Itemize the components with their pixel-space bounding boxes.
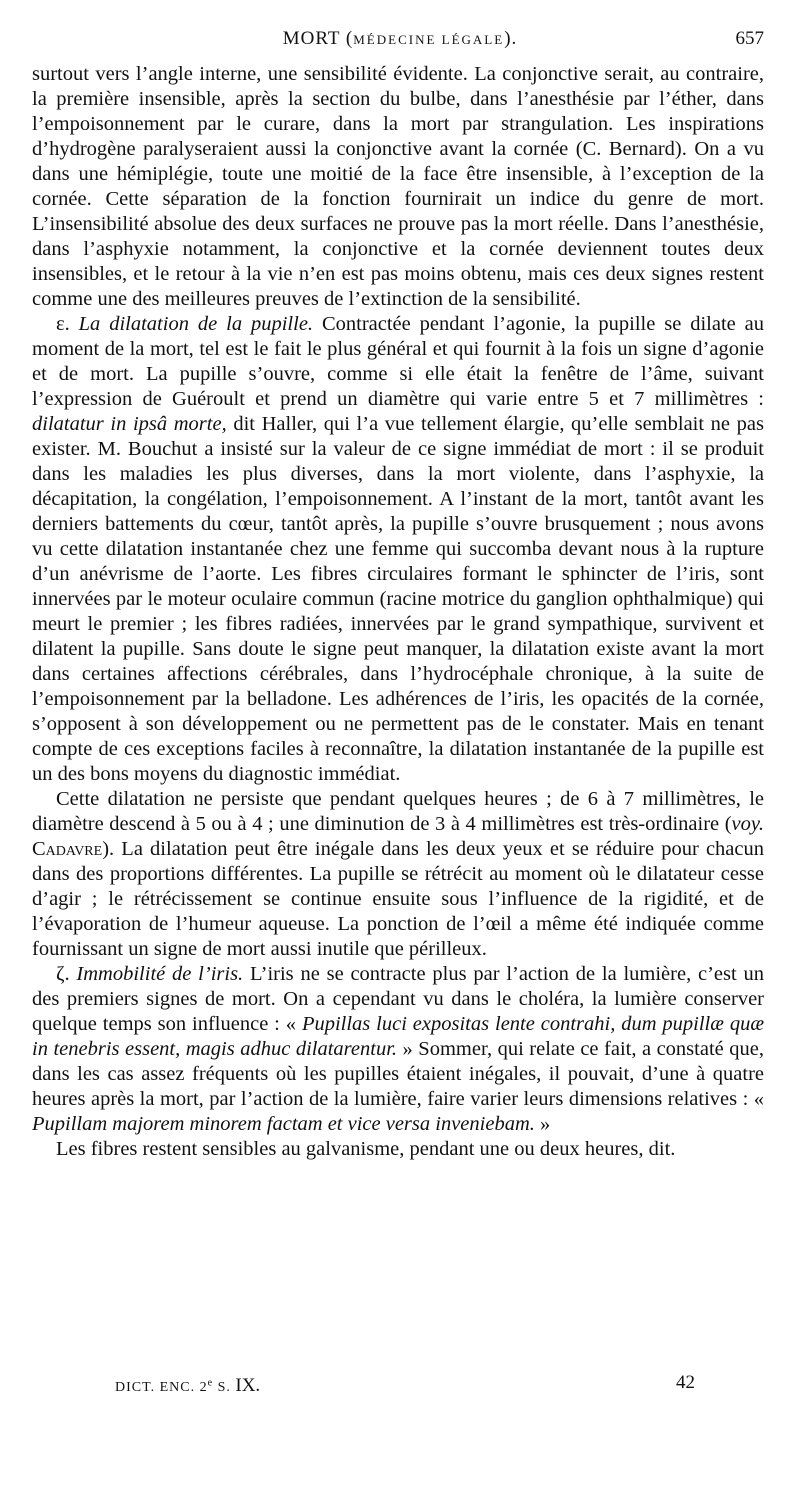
latin-quote: Pupillas luci expositas lente contrahi, dum pupillæ quæ in tenebris essent, magis adhuc dilatarentur.	[32, 1013, 764, 1060]
body-text	[32, 62, 764, 1162]
page-footer	[115, 1372, 695, 1398]
running-title	[30, 28, 770, 50]
running-title-close: ).	[504, 28, 518, 49]
paragraph-text: Contractée pendant l’agonie, la pupille se dilate au moment de la mort, tel est le fait le plus général et qui fournit à la fois un signe d’agonie et de mort. La pupille s’ouvre, comme si elle était la fenêtre de l’âme, suivant l’expression de Guéroult et prend un diamètre qui varie entre 5 et 7 millimètres :	[32, 313, 765, 410]
signature-volume: IX.	[235, 1375, 261, 1396]
signature-text: DICT. ENC. 2	[115, 1380, 208, 1395]
section-title: Immobilité de l’iris.	[76, 963, 244, 985]
cross-reference-voy: voy.	[731, 813, 764, 835]
signature-series: S.	[217, 1380, 231, 1395]
paragraph-text: Cette dilatation ne persiste que pendant quelques heures ; de 6 à 7 millimètres, le diamètre descend à 5 ou à 4 ; une diminution de 3 à 4 millimètres est très-ordinaire (	[32, 788, 764, 835]
paragraph-text: L’iris ne se contracte plus par l’action de la lumière, c’est un des premiers signes de mort. On a cependant vu dans le choléra, la lumière conserver quelque temps son influence : «	[32, 963, 764, 1035]
running-title-main: MORT (	[282, 28, 354, 49]
paragraph-text: » Sommer, qui relate ce fait, a constaté que, dans les cas assez fréquents où les pupilles étaient inégales, il pouvait, d’une à quatre heures après la mort, par l’action de la lumière, faire varier leurs dimensions relatives : «	[32, 1038, 764, 1110]
latin-quote: dilatatur in ipsâ morte,	[32, 413, 227, 435]
signature-superscript: e	[207, 1377, 214, 1389]
paragraph-text: ). La dilatation peut être inégale dans les deux yeux et se réduire pour chacun dans des proportions différentes. La pupille se rétrécit au moment où le dilatateur cesse d’agir ; le rétrécissement se continue ensuite sous l’influence de la rigidité, et de l’évaporation de l’humeur aqueuse. La ponction de l’œil a même été indiquée comme fournissant un signe de mort aussi inutile que périlleux.	[32, 838, 764, 960]
section-title: La dilatation de la pupille.	[78, 313, 314, 335]
sheet-number: 42	[676, 1372, 695, 1393]
running-header	[30, 28, 770, 58]
quote-close: »	[540, 1113, 551, 1135]
cross-reference: Cadavre	[32, 838, 103, 860]
section-marker: ζ.	[56, 963, 70, 985]
signature-mark	[115, 1375, 260, 1397]
paragraph-dilation-duration	[32, 787, 764, 962]
paragraph-iris-immobility	[32, 962, 764, 1137]
page-number: 657	[735, 28, 764, 49]
paragraph-pupil-dilation	[32, 312, 764, 787]
running-title-smallcaps: MÉDECINE LÉGALE	[353, 32, 505, 47]
paragraph-continuation: surtout vers l’angle interne, une sensibilité évidente. La conjonctive serait, au contraire, la première insensible, après la section du bulbe, dans l’anesthésie par l’éther, dans l’empoisonnement par le curare, dans la mort par strangulation. Les inspirations d’hydrogène paralyseraient aussi la conjonctive avant la cornée (C. Bernard). On a vu dans une hémiplégie, toute une moitié de la face être insensible, à l’exception de la cornée. Cette séparation de la fonction fournirait un indice du genre de mort. L’insensibilité absolue des deux surfaces ne prouve pas la mort réelle. Dans l’anesthésie, dans l’asphyxie notamment, la conjonctive et la cornée deviennent toutes deux insensibles, et le retour à la vie n’en est pas moins obtenu, mais ces deux signes restent comme une des meilleures preuves de l’extinction de la sensibilité.	[32, 63, 764, 310]
paragraph-galvanism: Les fibres restent sensibles au galvanisme, pendant une ou deux heures, dit.	[56, 1138, 676, 1160]
latin-quote: Pupillam majorem minorem factam et vice versa inveniebam.	[32, 1113, 535, 1135]
paragraph-text: dit Haller, qui l’a vue tellement élargie, qu’elle semblait ne pas exister. M. Bouchut a insisté sur la valeur de ce signe immédiat de mort : il se produit dans les maladies les plus diverses, dans la mort violente, dans l’asphyxie, la décapitation, la congélation, l’empoisonnement. A l’instant de la mort, tantôt avant les derniers battements du cœur, tantôt après, la pupille s’ouvre brusquement ; nous avons vu cette dilatation instantanée chez une femme qui succomba devant nous à la rupture d’un anévrisme de l’aorte. Les fibres circulaires formant le sphincter de l’iris, sont innervées par le moteur oculaire commun (racine motrice du ganglion ophthalmique) qui meurt le premier ; les fibres radiées, innervées par le grand sympathique, survivent et dilatent la pupille. Sans doute le signe peut manquer, la dilatation existe avant la mort dans certaines affections cérébrales, dans l’hydrocéphale chronique, à la suite de l’empoisonnement par la belladone. Les adhérences de l’iris, les opacités de la cornée, s’opposent à son développement ou ne permettent pas de le constater. Mais en tenant compte de ces exceptions faciles à reconnaître, la dilatation instantanée de la pupille est un des bons moyens du diagnostic immédiat.	[32, 413, 764, 785]
section-marker: ε.	[56, 313, 70, 335]
